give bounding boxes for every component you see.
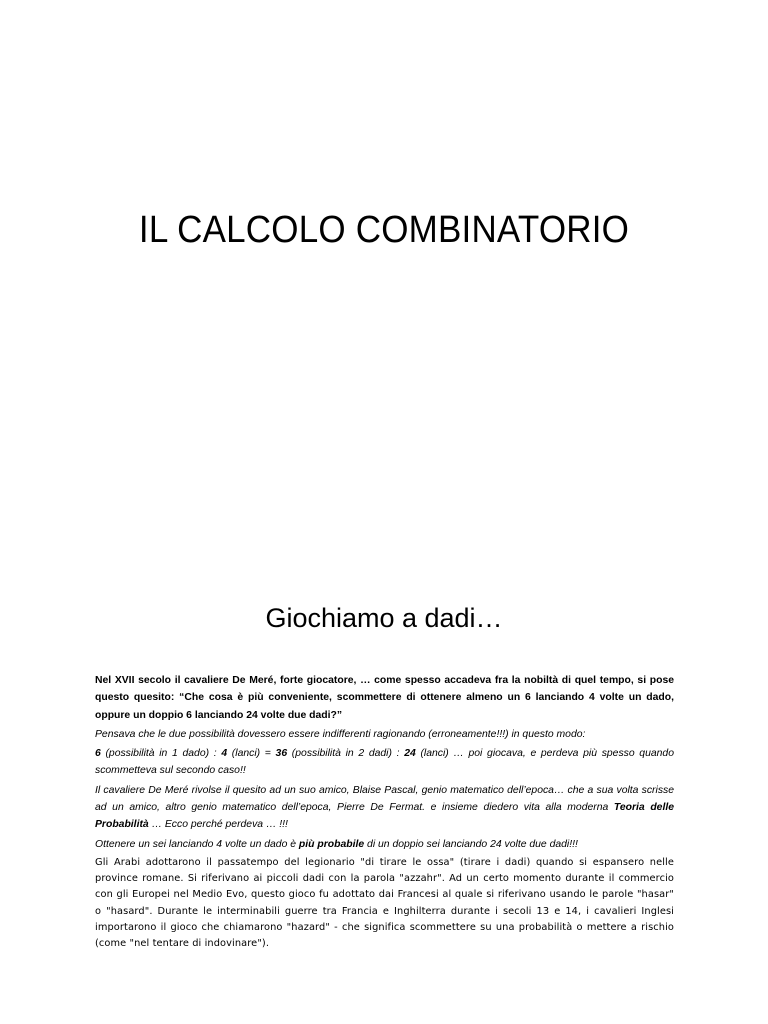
conclusion-text-end: di un doppio sei lanciando 24 volte due dadi!!!: [364, 838, 578, 850]
paragraph-reasoning: Pensava che le due possibilità dovessero essere indifferenti ragionando (erroneamente!!!) in questo modo:: [95, 728, 586, 740]
paragraph-pascal-fermat: [95, 782, 674, 834]
probability-theory-term: Teoria delle Probabilità: [95, 802, 674, 831]
paragraph-arab-history: Gli Arabi adottarono il passatempo del legionario "di tirare le ossa" (tirare i dadi) quando si espansero nelle province romane. Si riferivano ai piccoli dadi con la parola "azzahr". Ad un certo momento durante il commercio con gli Europei nel Medio Evo, questo gioco fu adottato dai Francesi al quale si riferivano usando le parole "hasar" o "hasard". Durante le interminabili guerre tra Francia e Inghilterra durante i secoli 13 e 14, i cavalieri Inglesi importarono il gioco che chiamarono "hazard" - che significa scommettere su una probabilità o mettere a rischio (come "nel tentare di indovinare").: [95, 856, 674, 949]
body-text: [95, 672, 674, 954]
proportion-text: (possibilità in 2 dadi) :: [287, 748, 405, 760]
proportion-text: (possibilità in 1 dado) :: [100, 748, 222, 760]
proportion-text: (lanci) =: [227, 748, 276, 760]
conclusion-text: Ottenere un sei lanciando 4 volte un dado è: [95, 838, 299, 850]
proportion-text: (lanci) … poi giocava, e perdeva più spesso quando scommetteva sul secondo caso!!: [95, 748, 674, 777]
proportion-number: 6: [95, 748, 101, 760]
paragraph-de-mere-question: Nel XVII secolo il cavaliere De Meré, forte giocatore, … come spesso accadeva fra la nobiltà di quel tempo, si pose questo quesito: “Che cosa è più conveniente, scommettere di ottenere almeno un 6 lanciando 4 volte un dado, oppure un doppio 6 lanciando 24 volte due dadi?”: [95, 675, 674, 721]
page-title: IL CALCOLO COMBINATORIO: [138, 208, 630, 251]
pascal-text-end: … Ecco perché perdeva … !!!: [148, 819, 288, 831]
proportion-number: 4: [221, 748, 228, 760]
proportion-number: 36: [275, 748, 288, 760]
pascal-text: Il cavaliere De Meré rivolse il quesito ad un suo amico, Blaise Pascal, genio matematico dell’epoca… che a sua volta scrisse ad un amico, altro genio matematico dell’epoca, Pierre De Fermat. e insieme diedero vita alla moderna: [95, 784, 674, 814]
paragraph-proportion: [95, 745, 674, 780]
proportion-number: 24: [404, 748, 416, 760]
paragraph-conclusion: [95, 836, 674, 853]
section-title: Giochiamo a dadi…: [265, 603, 503, 633]
more-probable-term: più probabile: [298, 838, 365, 850]
